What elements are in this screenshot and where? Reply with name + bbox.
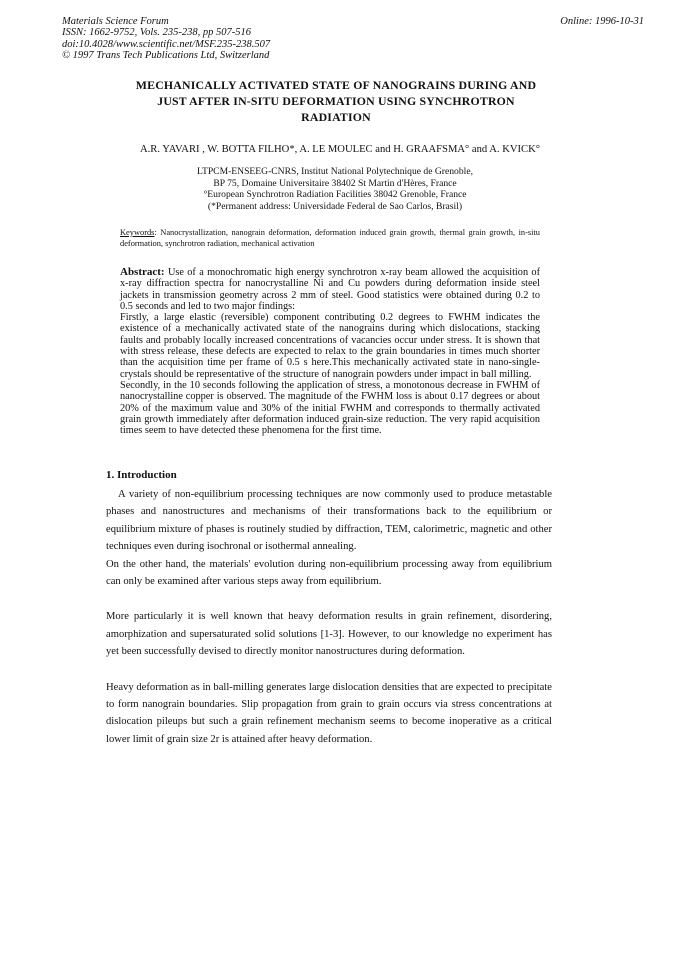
affiliation-line-3: °European Synchrotron Radiation Facilities 38042 Grenoble, France [203,189,467,201]
keywords-block [120,227,540,249]
issn-line: ISSN: 1662-9752, Vols. 235-238, pp 507-516 [62,27,251,39]
journal-name: Materials Science Forum [62,16,169,27]
affiliation-line-2: BP 75, Domaine Universitaire 38402 St Martin d'Hères, France [213,177,457,189]
abstract-paragraph-1 [120,267,540,312]
abstract-text-1: Use of a monochromatic high energy synchrotron x-ray beam allowed the acquisition of x-ray diffraction spectra for nanocrystalline Ni and Cu powders during deformation inside steel jackets in transmission geometry across 2 mm of steel. Good statistics were obtained during 0.2 to 0.5 seconds and led to two major findings: [120,267,540,312]
doi-line[interactable]: doi:10.4028/www.scientific.net/MSF.235-238.507 [62,38,271,50]
intro-paragraph-3: More particularly it is well known that heavy deformation results in grain refinement, disordering, amorphization and supersaturated solid solutions [1-3]. However, to our knowledge no experiment has yet been successfully devised to directly monitor nanostructures during deformation. [106,611,552,658]
online-date: Online: 1996-10-31 [560,16,644,27]
author-list: A.R. YAVARI , W. BOTTA FILHO*, A. LE MOULEC and H. GRAAFSMA° and A. KVICK° [139,144,540,155]
publication-header [62,16,422,62]
affiliation-line-4: (*Permanent address: Universidade Federal de Sao Carlos, Brasil) [207,200,463,212]
title-line-3: RADIATION [301,110,371,124]
keywords-text: : Nanocrystallization, nanograin deformation, deformation induced grain growth, thermal grain growth, in-situ deformation, synchrotron radiation, mechanical activation [120,228,540,248]
intro-paragraph-4: Heavy deformation as in ball-milling generates large dislocation densities that are expected to precipitate to form nanograin boundaries. Slip propagation from grain to grain occurs via stress concentrations at dislocation pileups but such a grain refinement mechanism seems to become inoperative as a critical lower limit of grain size 2r is attained after heavy deformation. [106,681,552,745]
abstract-block [120,267,540,436]
intro-paragraph-1: A variety of non-equilibrium processing techniques are now commonly used to produce metastable phases and nanostructures and mechanisms of their transformations back to the equilibrium or equilibrium mixture of phases is routinely studied by diffraction, TEM, calorimetric, magnetic and other techniques even during isochronal or isothermal annealing. [106,489,552,553]
introduction-body [106,486,552,748]
title-line-2: JUST AFTER IN-SITU DEFORMATION USING SYNCHROTRON [157,94,515,108]
abstract-label: Abstract: [120,266,165,278]
title-line-1: MECHANICALLY ACTIVATED STATE OF NANOGRAINS DURING AND [135,78,537,92]
abstract-paragraph-3: Secondly, in the 10 seconds following the application of stress, a monotonous decrease in FWHM of nanocrystalline copper is observed. The magnitude of the FWHM loss is about 0.17 degrees or about 20% of the maximum value and 30% of the initial FWHM and corresponds to thermally activated grain growth immediately after deformation induced grain-size reduction. The very rapid acquisition times seem to have detected these phenomena for the first time. [120,379,540,437]
abstract-paragraph-2: Firstly, a large elastic (reversible) component contributing 0.2 degrees to FWHM indicates the existence of a mechanically activated state of the nanograins during which dislocations, stacking faults and probably locally increased concentrations of vacancies occur under stress. It is shown that with stress release, these defects are expected to relax to the grain boundaries in times much shorter than the acquisition time per frame of 0.5 s here.This mechanically activated state in nano-single-crystals should be representative of the structure of nanograin powders under impact in ball milling. [120,312,540,380]
affiliations [150,166,520,212]
affiliation-line-1: LTPCM-ENSEEG-CNRS, Institut National Polytechnique de Grenoble, [197,166,473,177]
section-heading-introduction: 1. Introduction [106,469,177,481]
keywords-label: Keywords [120,228,155,237]
paper-title [95,77,577,125]
copyright-line: © 1997 Trans Tech Publications Ltd, Switzerland [62,50,270,62]
intro-paragraph-2: On the other hand, the materials' evolution during non-equilibrium processing away from equilibrium can only be examined after various steps away from equilibrium. [106,558,552,588]
